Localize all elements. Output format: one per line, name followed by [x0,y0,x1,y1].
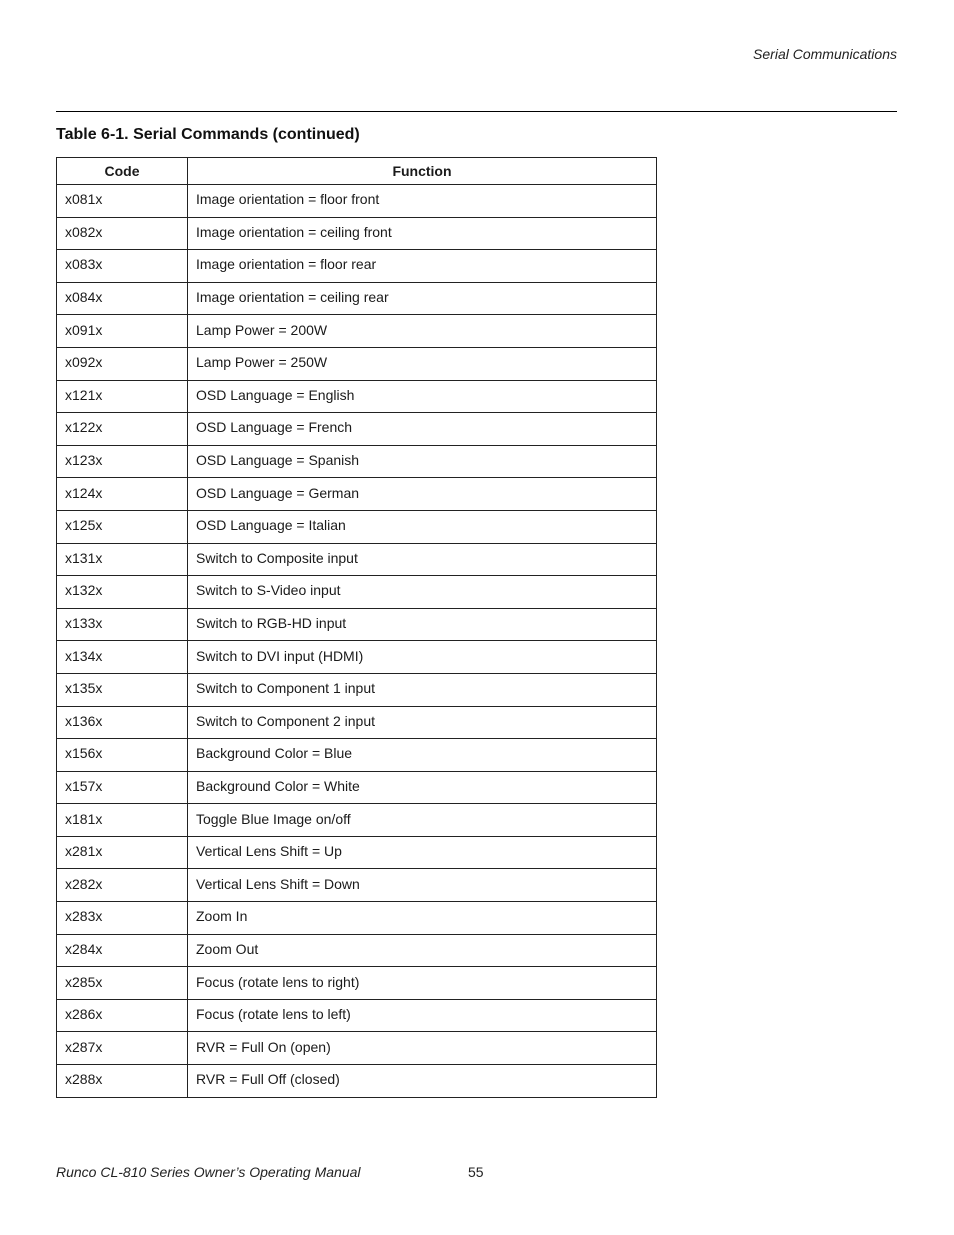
header-rule [56,111,897,112]
command-code: x092x [57,347,188,380]
command-code: x083x [57,250,188,283]
command-function: Image orientation = ceiling front [188,217,657,250]
command-function: Switch to DVI input (HDMI) [188,641,657,674]
command-function: Zoom In [188,902,657,935]
command-code: x285x [57,967,188,1000]
command-code: x133x [57,608,188,641]
table-row [57,902,657,935]
command-function: Toggle Blue Image on/off [188,804,657,837]
table-row [57,934,657,967]
command-function: Zoom Out [188,934,657,967]
table-row [57,967,657,1000]
command-function: Background Color = Blue [188,739,657,772]
command-code: x132x [57,576,188,609]
column-header-code: Code [57,158,188,185]
command-function: OSD Language = English [188,380,657,413]
command-function: Switch to Component 1 input [188,673,657,706]
command-function: Background Color = White [188,771,657,804]
command-code: x136x [57,706,188,739]
table-row [57,869,657,902]
command-code: x288x [57,1065,188,1098]
page-number: 55 [468,1164,484,1180]
table-row [57,641,657,674]
table-row [57,315,657,348]
command-code: x131x [57,543,188,576]
command-code: x281x [57,836,188,869]
table-row [57,1065,657,1098]
command-function: Vertical Lens Shift = Up [188,836,657,869]
command-function: Lamp Power = 200W [188,315,657,348]
command-function: Switch to RGB-HD input [188,608,657,641]
command-code: x286x [57,999,188,1032]
table-row [57,706,657,739]
table-row [57,185,657,218]
table-row [57,445,657,478]
command-function: OSD Language = French [188,413,657,446]
table-row [57,217,657,250]
command-function: Image orientation = floor rear [188,250,657,283]
command-function: Image orientation = ceiling rear [188,282,657,315]
command-function: OSD Language = Spanish [188,445,657,478]
table-row [57,380,657,413]
table-row [57,478,657,511]
command-code: x121x [57,380,188,413]
command-function: Switch to Component 2 input [188,706,657,739]
table-row [57,510,657,543]
running-header: Serial Communications [753,46,897,62]
command-function: Lamp Power = 250W [188,347,657,380]
command-code: x156x [57,739,188,772]
command-code: x124x [57,478,188,511]
command-code: x122x [57,413,188,446]
table-title: Table 6-1. Serial Commands (continued) [56,126,360,143]
table-row [57,1032,657,1065]
table-row [57,543,657,576]
table-row [57,347,657,380]
command-code: x081x [57,185,188,218]
table-row [57,999,657,1032]
table-row [57,771,657,804]
command-code: x135x [57,673,188,706]
command-code: x157x [57,771,188,804]
table-body [57,185,657,1098]
table-row [57,608,657,641]
command-function: OSD Language = Italian [188,510,657,543]
command-function: Image orientation = floor front [188,185,657,218]
command-code: x082x [57,217,188,250]
command-function: Focus (rotate lens to left) [188,999,657,1032]
column-header-function: Function [188,158,657,185]
table-header-row [57,158,657,185]
table-row [57,413,657,446]
command-function: Focus (rotate lens to right) [188,967,657,1000]
command-function: RVR = Full On (open) [188,1032,657,1065]
table-row [57,804,657,837]
table-row [57,282,657,315]
table-row [57,836,657,869]
command-code: x284x [57,934,188,967]
command-function: Switch to Composite input [188,543,657,576]
command-code: x123x [57,445,188,478]
table-row [57,739,657,772]
command-code: x181x [57,804,188,837]
command-function: OSD Language = German [188,478,657,511]
command-code: x084x [57,282,188,315]
command-code: x287x [57,1032,188,1065]
table-row [57,576,657,609]
command-function: Switch to S-Video input [188,576,657,609]
command-code: x091x [57,315,188,348]
command-code: x282x [57,869,188,902]
command-function: RVR = Full Off (closed) [188,1065,657,1098]
command-code: x283x [57,902,188,935]
table-row [57,250,657,283]
table-row [57,673,657,706]
serial-commands-table [56,157,657,1098]
command-code: x134x [57,641,188,674]
command-code: x125x [57,510,188,543]
footer-manual-title: Runco CL-810 Series Owner’s Operating Manual [56,1164,361,1180]
command-function: Vertical Lens Shift = Down [188,869,657,902]
